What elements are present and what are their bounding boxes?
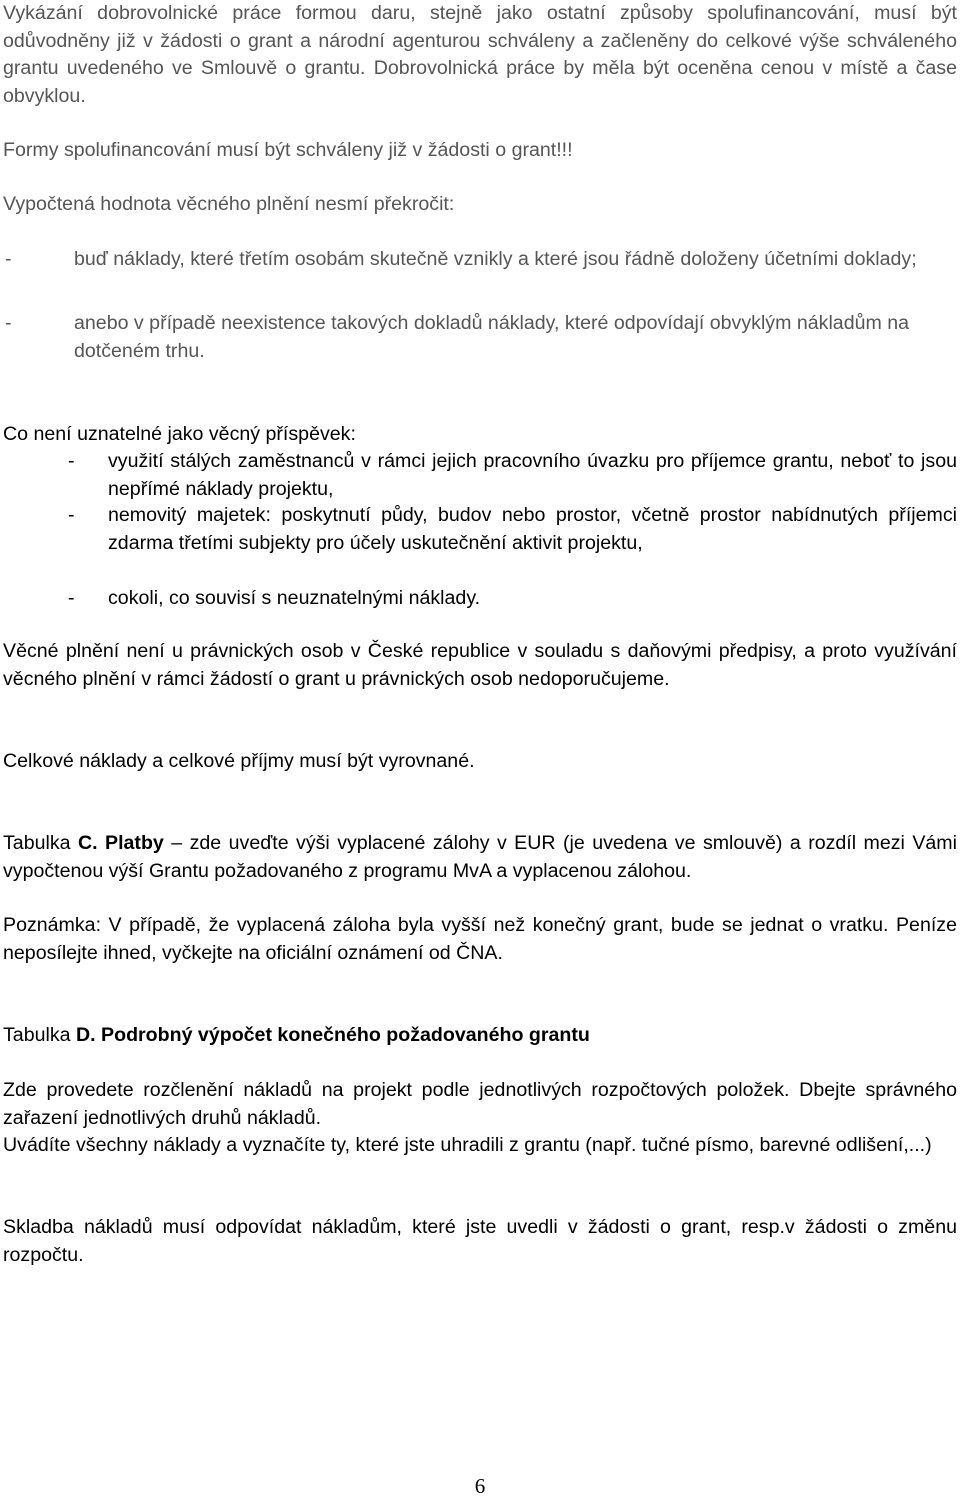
limit-item-1: buď náklady, které třetím osobám skutečně vznikly a které jsou řádně doloženy účetními doklady; (74, 248, 917, 270)
table-c-title: Platby (105, 832, 164, 854)
intro-paragraph: Vykázání dobrovolnické práce formou daru, stejně jako ostatní způsoby spolufinancování, musí být odůvodněny již v žádosti o grant a národní agenturou schváleny a začleněny do celkové výše schváleného grantu uvedeného ve Smlouvě o grantu. Dobrovolnická práce by měla být oceněna cenou v místě a čase obvyklou. (3, 2, 957, 108)
table-d-label: Tabulka (3, 1024, 71, 1046)
table-d-letter: D. (76, 1024, 96, 1046)
not-eligible-item-3: cokoli, co souvisí s neuznatelnými náklady. (108, 587, 481, 609)
balanced-budget-note: Celkové náklady a celkové příjmy musí být vyrovnané. (3, 750, 475, 772)
page-number: 6 (474, 1474, 486, 1498)
table-c-paragraph (3, 830, 957, 885)
table-d-heading (3, 1022, 957, 1050)
list-dash: - (68, 450, 75, 472)
table-d-title: Podrobný výpočet konečného požadovaného grantu (101, 1024, 590, 1046)
table-d-paragraph-3: Skladba nákladů musí odpovídat nákladům, které jste uvedli v žádosti o grant, resp.v žádosti o změnu rozpočtu. (3, 1216, 957, 1266)
table-c-note: Poznámka: V případě, že vyplacená záloha byla vyšší než konečný grant, bude se jednat o vratku. Peníze neposílejte ihned, vyčkejte na oficiální oznámení od ČNA. (3, 914, 957, 964)
list-dash: - (68, 504, 75, 526)
list-dash: - (5, 312, 12, 334)
table-c-label: Tabulka (3, 832, 71, 854)
table-d-paragraph-2: Uvádíte všechny náklady a vyznačíte ty, které jste uhradili z grantu (např. tučné písmo, barevné odlišení,...) (3, 1134, 932, 1156)
list-dash: - (5, 248, 12, 270)
cofinancing-warning: Formy spolufinancování musí být schváleny již v žádosti o grant!!! (3, 139, 573, 161)
legal-entities-paragraph: Věcné plnění není u právnických osob v České republice v souladu s daňovými předpisy, a proto využívání věcného plnění v rámci žádostí o grant u právnických osob nedoporučujeme. (3, 640, 957, 690)
table-c-text: – zde uveďte výši vyplacené zálohy v EUR (je uvedena ve smlouvě) a rozdíl mezi Vámi vypočtenou výší Grantu požadovaného z programu MvA a vyplacenou zálohou. (3, 832, 957, 882)
limit-item-2: anebo v případě neexistence takových dokladů náklady, které odpovídají obvyklým nákladům na dotčeném trhu. (74, 312, 910, 362)
table-d-paragraph-1: Zde provedete rozčlenění nákladů na projekt podle jednotlivých rozpočtových položek. Dbejte správného zařazení jednotlivých druhů nákladů. (3, 1079, 957, 1129)
limit-heading: Vypočtená hodnota věcného plnění nesmí překročit: (3, 193, 455, 215)
table-c-letter: C. (77, 832, 98, 854)
not-eligible-heading: Co není uznatelné jako věcný příspěvek: (3, 423, 356, 445)
not-eligible-item-1: využití stálých zaměstnanců v rámci jejich pracovního úvazku pro příjemce grantu, neboť to jsou nepřímé náklady projektu, (108, 450, 957, 500)
not-eligible-item-2: nemovitý majetek: poskytnutí půdy, budov nebo prostor, včetně prostor nabídnutých příjemci zdarma třetími subjekty pro účely uskutečnění aktivit projektu, (108, 504, 957, 554)
list-dash: - (68, 587, 75, 609)
